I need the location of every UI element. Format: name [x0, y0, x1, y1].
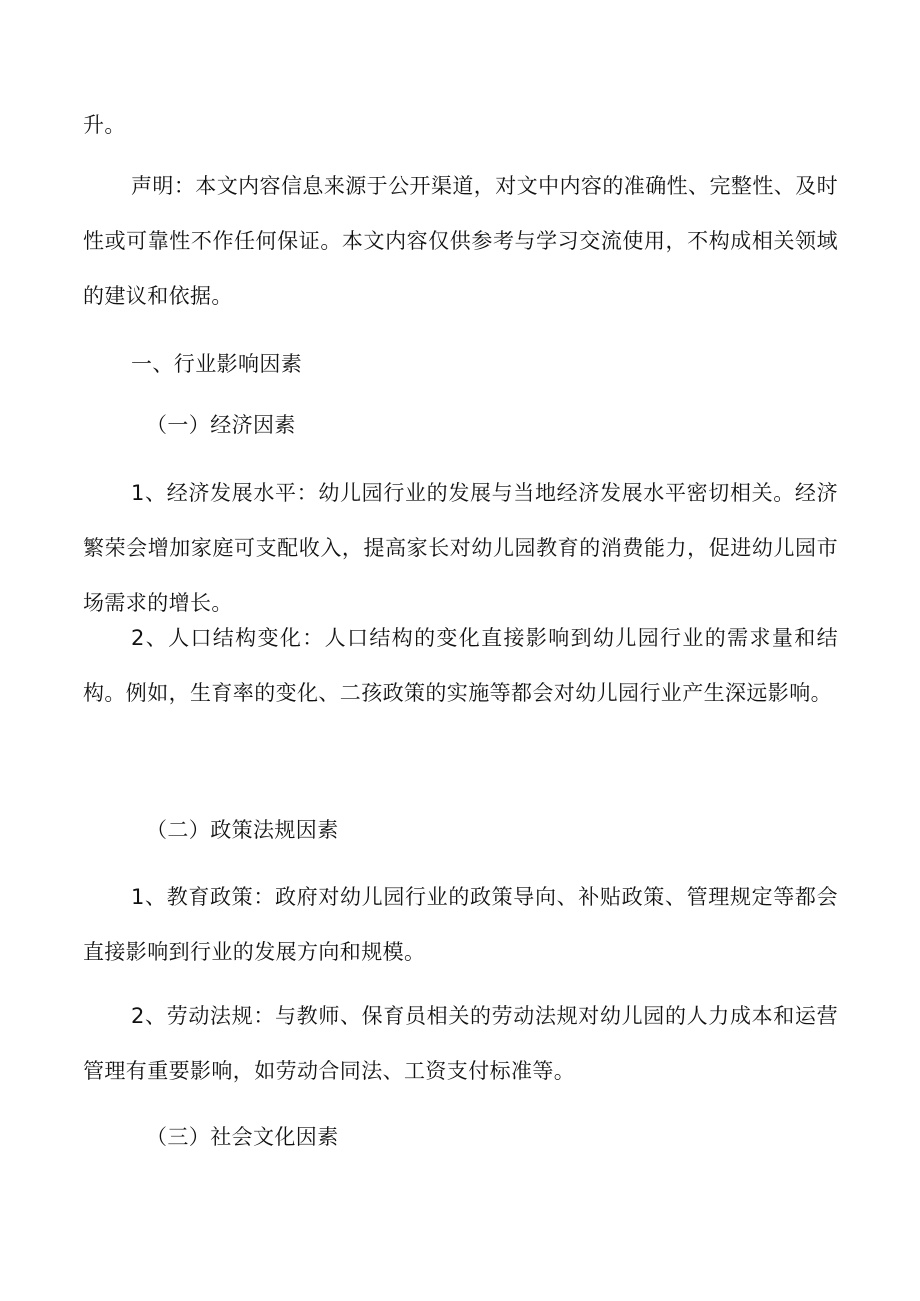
subsection-heading-social-culture: （三）社会文化因素	[146, 1125, 339, 1149]
paragraph-continuation: 升。	[83, 113, 126, 137]
section-heading-industry-factors: 一、行业影响因素	[131, 352, 303, 376]
paragraph-labor-law: 2、劳动法规：与教师、保育员相关的劳动法规对幼儿园的人力成本和运营管理有重要影响，如劳动合同法、工资支付标准等。	[83, 1004, 838, 1083]
subsection-heading-policy: （二）政策法规因素	[146, 818, 339, 842]
disclaimer-paragraph: 声明：本文内容信息来源于公开渠道，对文中内容的准确性、完整性、及时性或可靠性不作任何保证。本文内容仅供参考与学习交流使用，不构成相关领域的建议和依据。	[83, 174, 838, 308]
paragraph-economic-level: 1、经济发展水平：幼儿园行业的发展与当地经济发展水平密切相关。经济繁荣会增加家庭可支配收入，提高家长对幼儿园教育的消费能力，促进幼儿园市场需求的增长。	[83, 481, 838, 615]
subsection-heading-economic: （一）经济因素	[146, 413, 296, 437]
paragraph-education-policy: 1、教育政策：政府对幼儿园行业的政策导向、补贴政策、管理规定等都会直接影响到行业的发展方向和规模。	[83, 885, 838, 964]
paragraph-population-structure: 2、人口结构变化：人口结构的变化直接影响到幼儿园行业的需求量和结构。例如，生育率的变化、二孩政策的实施等都会对幼儿园行业产生深远影响。	[83, 626, 838, 705]
